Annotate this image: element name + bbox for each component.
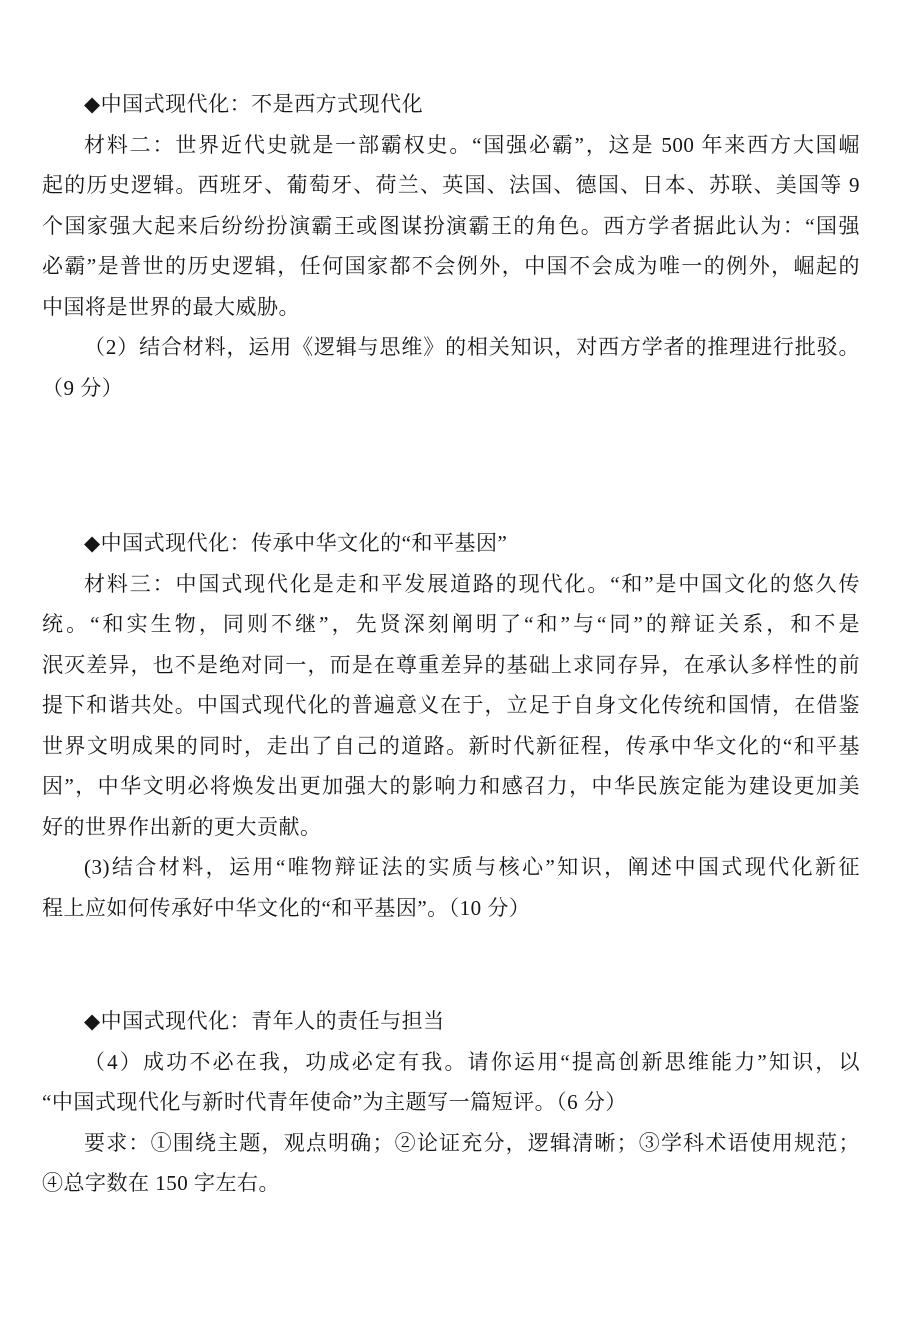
requirements-line-2: ④总字数在 150 字左右。 <box>42 1171 280 1195</box>
material-2-line-5: 中国将是世界的最大威胁。 <box>42 294 300 319</box>
section-peace-gene <box>42 523 860 928</box>
material-2-line-2: 起的历史逻辑。西班牙、葡萄牙、荷兰、英国、法国、德国、日本、苏联、美国等 9 <box>42 173 860 197</box>
question-4-line-1: （4）成功不必在我，功成必定有我。请你运用“提高创新思维能力”知识，以 <box>84 1049 860 1074</box>
material-3-line-6: 因”，中华文明必将焕发出更加强大的影响力和感召力，中华民族定能为建设更加美 <box>42 774 860 798</box>
material-3-line-4: 提下和谐共处。中国式现代化的普遍意义在于，立足于自身文化传统和国情，在借鉴 <box>42 693 860 717</box>
material-3-line-1: 材料三：中国式现代化是走和平发展道路的现代化。“和”是中国文化的悠久传 <box>84 571 860 596</box>
question-3-line-1: (3)结合材料，运用“唯物辩证法的实质与核心”知识，阐述中国式现代化新征 <box>84 855 860 879</box>
question-2-score-line: （9 分） <box>42 375 124 400</box>
material-3-line-5: 世界文明成果的同时，走出了自己的道路。新时代新征程，传承中华文化的“和平基 <box>42 733 860 758</box>
material-2-line-4: 必霸”是普世的历史逻辑，任何国家都不会例外，中国不会成为唯一的例外，崛起的 <box>42 254 860 278</box>
question-4-line-2: “中国式现代化与新时代青年使命”为主题写一篇短评。（6 分） <box>42 1090 627 1114</box>
material-3-line-3: 泯灭差异，也不是绝对同一，而是在尊重差异的基础上求同存异，在承认多样性的前 <box>42 652 860 677</box>
material-2-line-1: 材料二：世界近代史就是一部霸权史。“国强必霸”，这是 500 年来西方大国崛 <box>84 132 860 157</box>
requirements-line-1: 要求：①围绕主题，观点明确；②论证充分，逻辑清晰；③学科术语使用规范； <box>84 1130 860 1155</box>
question-2-line-1: （2）结合材料，运用《逻辑与思维》的相关知识，对西方学者的推理进行批驳。 <box>84 335 860 359</box>
material-3-line-2: 统。“和实生物，同则不继”，先贤深刻阐明了“和”与“同”的辩证关系，和不是 <box>42 612 860 636</box>
section-1-heading: ◆中国式现代化：不是西方式现代化 <box>84 92 424 116</box>
material-2-line-3: 个国家强大起来后纷纷扮演霸王或图谋扮演霸王的角色。西方学者据此认为：“国强 <box>42 213 860 238</box>
section-3-heading: ◆中国式现代化：青年人的责任与担当 <box>84 1009 445 1033</box>
question-3-line-2: 程上应如何传承好中华文化的“和平基因”。（10 分） <box>42 895 531 920</box>
material-3-line-7: 好的世界作出新的更大贡献。 <box>42 814 322 839</box>
section-youth-responsibility <box>42 1001 860 1204</box>
section-not-western-modernization <box>42 84 860 408</box>
section-2-heading: ◆中国式现代化：传承中华文化的“和平基因” <box>84 531 508 555</box>
